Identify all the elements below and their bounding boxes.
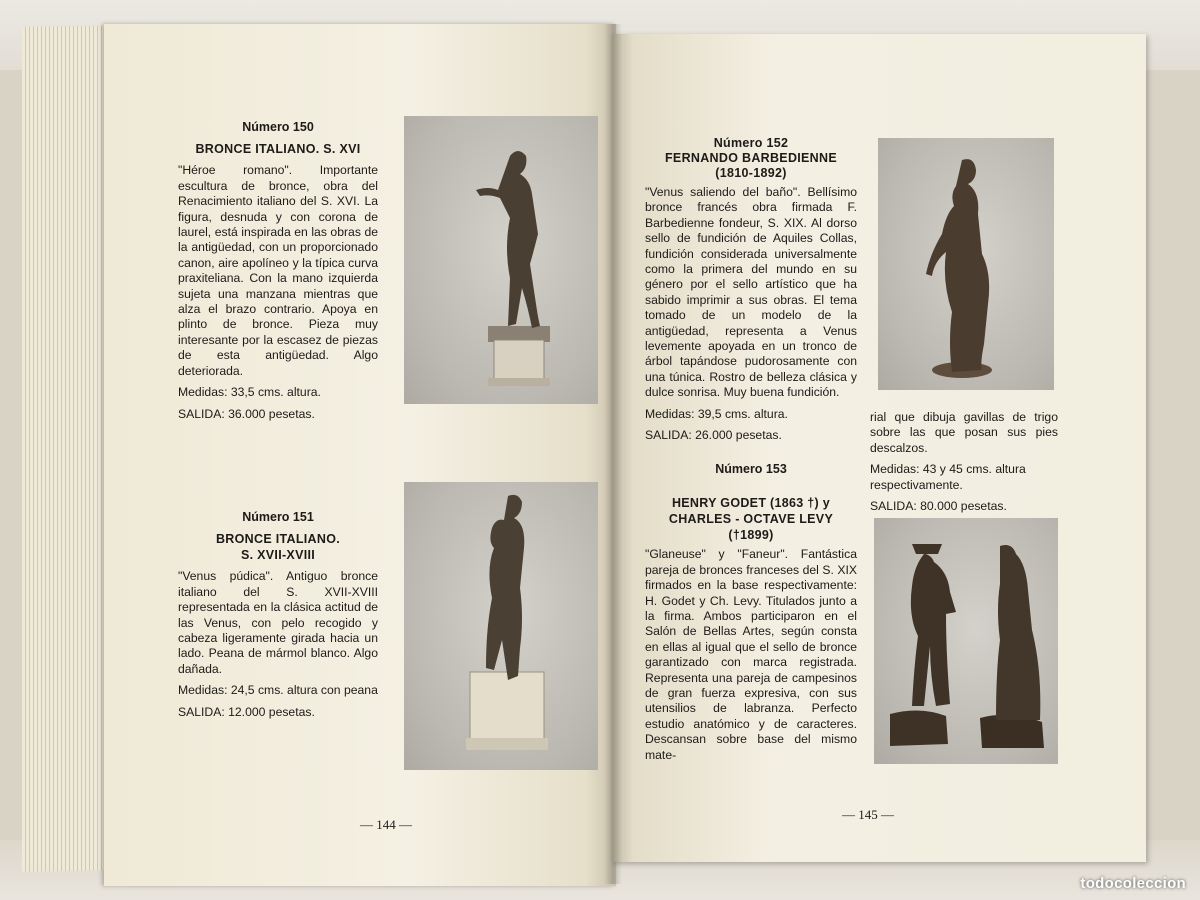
lot-description-continuation: rial que dibuja gavillas de trigo sobre las que posan sus pies descalzos. <box>870 410 1058 455</box>
page-edges <box>22 25 112 872</box>
lot-measures: Medidas: 33,5 cms. altura. <box>178 385 321 400</box>
lot-artist-line2: CHARLES - OCTAVE LEVY <box>668 512 834 527</box>
lot-artist-line1: HENRY GODET (1863 †) y <box>671 496 831 511</box>
photo-venus-bath-statue <box>878 138 1054 390</box>
lot-measures: Medidas: 24,5 cms. altura con peana <box>178 683 378 698</box>
lot-dates: (1810-1892) <box>715 166 787 180</box>
lot-number: Número 153 <box>715 462 787 476</box>
lot-measures: Medidas: 39,5 cms. altura. <box>645 406 788 421</box>
lot-number: Número 150 <box>242 120 314 134</box>
photo-peasant-couple-statues <box>874 518 1058 764</box>
folio-145: — 145 — <box>842 807 894 822</box>
lot-price: SALIDA: 80.000 pesetas. <box>870 499 1007 514</box>
lot-description: "Glaneuse" y "Faneur". Fantástica pareja de bronces franceses del S. XIX firmados en la base respectivamente: H. Godet y Ch. Levy. Titulados junto a la firma. Ambos participaron en el Salón de Bellas Artes, según consta en ellas al igual que el sello de bronce garantizado con marca registrada. Representa una pareja de campesinos de gran fuerza expresiva, con sus utensilios de labranza. Perfecto estudio anatómico y de caracteres. Descansan sobre base del mismo mate- <box>645 547 857 762</box>
lot-measures: Medidas: 43 y 45 cms. altura respectivamente. <box>870 462 1026 492</box>
photo-roman-hero-statue <box>404 116 598 404</box>
lot-artists <box>645 495 857 543</box>
lot-artist: FERNANDO BARBEDIENNE <box>665 151 837 165</box>
lot-150 <box>178 120 378 428</box>
lot-price: SALIDA: 36.000 pesetas. <box>178 406 315 421</box>
lot-151 <box>178 510 378 726</box>
lot-number: Número 152 <box>713 136 789 150</box>
lot-price: SALIDA: 12.000 pesetas. <box>178 704 315 719</box>
statue-figure <box>878 138 1054 390</box>
folio-144: — 144 — <box>360 817 412 832</box>
lot-title-line1: BRONCE ITALIANO. <box>215 532 340 547</box>
lot-152 <box>645 136 857 446</box>
lot-153-continued <box>870 410 1058 520</box>
lot-header <box>645 136 857 181</box>
watermark-todocoleccion: todocoleccion <box>1080 875 1186 892</box>
lot-description: "Venus saliendo del baño". Bellísimo bronce francés obra firmada F. Barbedienne fondeur, S. XIX. Al dorso sello de fundición de Aquiles Collas, fundición considerada universalmente como la primera del mundo en su género por el sello artístico que ha sabido imprimir a sus obras. El tema tomado de un modelo de la antigüedad, representa a Venus levemente apoyada en un tronco de árbol tapándose pudorosamente con una túnica. Rostro de belleza clásica y dulce sonrisa. Muy buena fundición. <box>645 185 857 400</box>
lot-price: SALIDA: 26.000 pesetas. <box>645 428 782 443</box>
lot-title: BRONCE ITALIANO. S. XVI <box>195 142 361 157</box>
statue-figure <box>404 116 598 404</box>
photo-venus-pudica-statue <box>404 482 598 770</box>
lot-description: "Venus púdica". Antiguo bronce italiano del S. XVII-XVIII representada en la clásica actitud de las Venus, con pelo recogido y cabeza ligeramente girada hacia un lado. Peana de mármol blanco. Algo dañada. <box>178 569 378 676</box>
lot-artist-line3: (†1899) <box>728 528 774 543</box>
lot-153 <box>645 462 857 769</box>
statue-figures <box>874 518 1058 764</box>
lot-description: "Héroe romano". Importante escultura de bronce, obra del Renacimiento italiano del S. XVI. La figura, desnuda y con corona de laurel, está inspirada en las obras de la antigüedad, con un proporcionado canon, aire apolíneo y la típica curva praxiteliana. Con la mano izquierda sujeta una manzana mientras que alza el brazo contrario. Apoya en plinto de bronce. Pieza muy interesante por la escasez de piezas de esta antigüedad. Algo deteriorada. <box>178 163 378 378</box>
lot-number: Número 151 <box>242 510 314 524</box>
gutter-shadow <box>604 24 622 884</box>
lot-title <box>178 531 378 563</box>
statue-figure <box>404 482 598 770</box>
lot-title-line2: S. XVII-XVIII <box>240 548 316 563</box>
